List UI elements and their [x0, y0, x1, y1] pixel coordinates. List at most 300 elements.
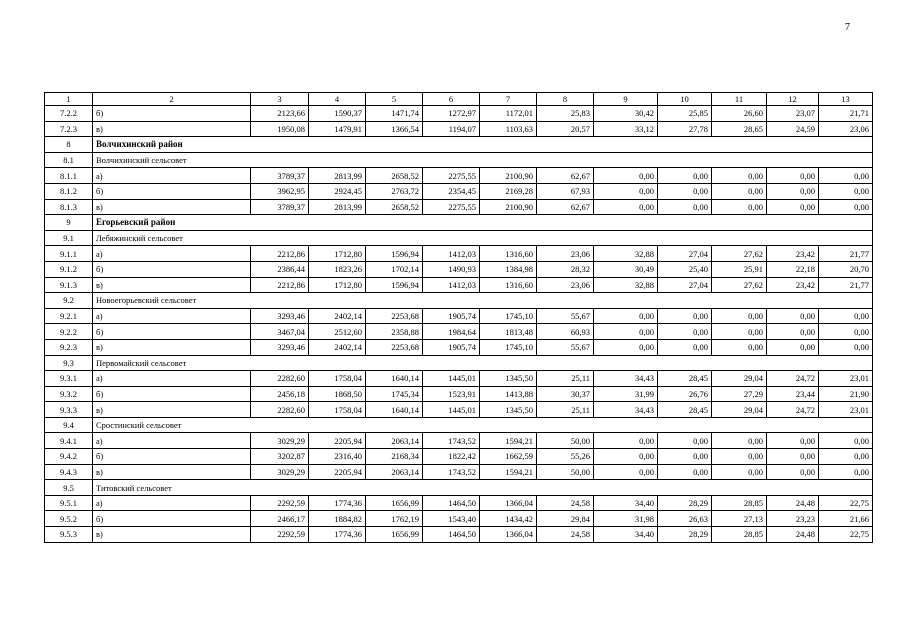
value-cell: 3789,37	[251, 168, 309, 184]
section-title: Лебяжинский сельсовет	[93, 230, 873, 246]
value-cell: 0,00	[594, 199, 658, 215]
value-cell: 3467,04	[251, 324, 309, 340]
value-cell: 0,00	[819, 464, 873, 480]
header-cell: 7	[480, 93, 537, 106]
value-cell: 2292,59	[251, 527, 309, 543]
value-cell: 0,00	[712, 464, 767, 480]
value-cell: 2100,90	[480, 168, 537, 184]
value-cell: 2063,14	[366, 464, 423, 480]
row-label: б)	[93, 183, 251, 199]
value-cell: 24,48	[767, 527, 819, 543]
value-cell: 2402,14	[309, 339, 366, 355]
value-cell: 2813,99	[309, 168, 366, 184]
value-cell: 2205,94	[309, 464, 366, 480]
row-code: 9.4.3	[45, 464, 93, 480]
value-cell: 2354,45	[423, 183, 480, 199]
value-cell: 34,43	[594, 402, 658, 418]
value-cell: 2205,94	[309, 433, 366, 449]
value-cell: 1745,34	[366, 386, 423, 402]
value-cell: 27,62	[712, 277, 767, 293]
header-cell: 6	[423, 93, 480, 106]
value-cell: 25,40	[658, 261, 712, 277]
section-title: Волчихинский сельсовет	[93, 152, 873, 168]
row-code: 9.3.2	[45, 386, 93, 402]
value-cell: 0,00	[658, 449, 712, 465]
table-row	[45, 121, 873, 137]
table-row	[45, 183, 873, 199]
value-cell: 30,42	[594, 106, 658, 122]
value-cell: 27,29	[712, 386, 767, 402]
value-cell: 0,00	[658, 339, 712, 355]
value-cell: 20,70	[819, 261, 873, 277]
value-cell: 34,43	[594, 371, 658, 387]
value-cell: 2063,14	[366, 433, 423, 449]
row-label: в)	[93, 277, 251, 293]
table-row	[45, 433, 873, 449]
value-cell: 21,71	[819, 106, 873, 122]
row-code: 8	[45, 137, 93, 153]
table-row	[45, 386, 873, 402]
value-cell: 2282,60	[251, 402, 309, 418]
row-code: 9.2	[45, 293, 93, 309]
value-cell: 1758,04	[309, 371, 366, 387]
value-cell: 23,07	[767, 106, 819, 122]
value-cell: 67,93	[537, 183, 594, 199]
value-cell: 1523,91	[423, 386, 480, 402]
value-cell: 1774,36	[309, 527, 366, 543]
value-cell: 0,00	[712, 339, 767, 355]
row-label: б)	[93, 261, 251, 277]
header-cell: 10	[658, 93, 712, 106]
row-code: 9.2.1	[45, 308, 93, 324]
row-label: а)	[93, 433, 251, 449]
value-cell: 23,42	[767, 246, 819, 262]
value-cell: 25,11	[537, 402, 594, 418]
table-row	[45, 402, 873, 418]
value-cell: 0,00	[819, 308, 873, 324]
value-cell: 27,78	[658, 121, 712, 137]
row-label: б)	[93, 449, 251, 465]
value-cell: 0,00	[767, 449, 819, 465]
value-cell: 1884,82	[309, 511, 366, 527]
value-cell: 1345,50	[480, 371, 537, 387]
value-cell: 0,00	[819, 168, 873, 184]
value-cell: 0,00	[658, 433, 712, 449]
value-cell: 24,58	[537, 527, 594, 543]
value-cell: 1464,50	[423, 527, 480, 543]
row-code: 7.2.2	[45, 106, 93, 122]
value-cell: 1366,04	[480, 495, 537, 511]
value-cell: 0,00	[767, 339, 819, 355]
row-code: 7.2.3	[45, 121, 93, 137]
value-cell: 0,00	[594, 464, 658, 480]
value-cell: 23,06	[537, 277, 594, 293]
value-cell: 0,00	[594, 168, 658, 184]
value-cell: 1640,14	[366, 402, 423, 418]
value-cell: 0,00	[712, 199, 767, 215]
value-cell: 0,00	[594, 449, 658, 465]
value-cell: 24,59	[767, 121, 819, 137]
value-cell: 0,00	[767, 308, 819, 324]
section-title: Первомайский сельсовет	[93, 355, 873, 371]
value-cell: 1743,52	[423, 464, 480, 480]
section-row	[45, 215, 873, 231]
value-cell: 0,00	[712, 168, 767, 184]
value-cell: 1712,80	[309, 277, 366, 293]
value-cell: 30,37	[537, 386, 594, 402]
value-cell: 2212,86	[251, 277, 309, 293]
value-cell: 28,45	[658, 371, 712, 387]
value-cell: 2813,99	[309, 199, 366, 215]
value-cell: 1445,01	[423, 402, 480, 418]
table-row	[45, 246, 873, 262]
value-cell: 2763,72	[366, 183, 423, 199]
value-cell: 1762,19	[366, 511, 423, 527]
value-cell: 34,40	[594, 527, 658, 543]
value-cell: 28,29	[658, 495, 712, 511]
value-cell: 20,57	[537, 121, 594, 137]
value-cell: 0,00	[712, 183, 767, 199]
value-cell: 2456,18	[251, 386, 309, 402]
value-cell: 31,99	[594, 386, 658, 402]
section-row	[45, 293, 873, 309]
value-cell: 2275,55	[423, 168, 480, 184]
value-cell: 1412,03	[423, 246, 480, 262]
section-row	[45, 417, 873, 433]
row-label: а)	[93, 495, 251, 511]
value-cell: 28,85	[712, 527, 767, 543]
value-cell: 2316,40	[309, 449, 366, 465]
value-cell: 2658,52	[366, 199, 423, 215]
header-cell: 11	[712, 93, 767, 106]
value-cell: 24,48	[767, 495, 819, 511]
row-code: 9	[45, 215, 93, 231]
header-row	[45, 93, 873, 106]
value-cell: 62,67	[537, 199, 594, 215]
value-cell: 1950,08	[251, 121, 309, 137]
section-row	[45, 230, 873, 246]
row-code: 9.1.1	[45, 246, 93, 262]
value-cell: 23,01	[819, 371, 873, 387]
value-cell: 1103,63	[480, 121, 537, 137]
value-cell: 50,00	[537, 464, 594, 480]
value-cell: 1823,26	[309, 261, 366, 277]
value-cell: 23,42	[767, 277, 819, 293]
row-label: б)	[93, 324, 251, 340]
section-title: Егорьевский район	[93, 215, 873, 231]
value-cell: 0,00	[594, 183, 658, 199]
value-cell: 1316,60	[480, 277, 537, 293]
row-label: б)	[93, 106, 251, 122]
row-label: в)	[93, 402, 251, 418]
value-cell: 1758,04	[309, 402, 366, 418]
value-cell: 25,83	[537, 106, 594, 122]
value-cell: 0,00	[658, 308, 712, 324]
header-cell: 2	[93, 93, 251, 106]
row-code: 9.5.3	[45, 527, 93, 543]
section-row	[45, 137, 873, 153]
value-cell: 1822,42	[423, 449, 480, 465]
value-cell: 1594,21	[480, 464, 537, 480]
value-cell: 60,93	[537, 324, 594, 340]
section-title: Новоегорьевский сельсовет	[93, 293, 873, 309]
value-cell: 1366,04	[480, 527, 537, 543]
row-code: 9.4	[45, 417, 93, 433]
value-cell: 28,29	[658, 527, 712, 543]
value-cell: 1384,98	[480, 261, 537, 277]
value-cell: 1471,74	[366, 106, 423, 122]
value-cell: 1656,99	[366, 527, 423, 543]
value-cell: 2402,14	[309, 308, 366, 324]
value-cell: 30,49	[594, 261, 658, 277]
value-cell: 22,75	[819, 527, 873, 543]
table-row	[45, 449, 873, 465]
value-cell: 24,58	[537, 495, 594, 511]
value-cell: 27,04	[658, 277, 712, 293]
value-cell: 27,13	[712, 511, 767, 527]
value-cell: 32,88	[594, 277, 658, 293]
row-code: 9.2.2	[45, 324, 93, 340]
row-code: 9.4.2	[45, 449, 93, 465]
value-cell: 1345,50	[480, 402, 537, 418]
header-cell: 9	[594, 93, 658, 106]
table-row	[45, 371, 873, 387]
value-cell: 1662,59	[480, 449, 537, 465]
value-cell: 1702,14	[366, 261, 423, 277]
table-row	[45, 308, 873, 324]
tariff-table	[44, 92, 873, 543]
value-cell: 23,23	[767, 511, 819, 527]
value-cell: 0,00	[819, 339, 873, 355]
page-number: 7	[845, 22, 850, 33]
section-row	[45, 152, 873, 168]
value-cell: 0,00	[658, 324, 712, 340]
row-label: а)	[93, 371, 251, 387]
header-cell: 5	[366, 93, 423, 106]
value-cell: 0,00	[658, 183, 712, 199]
value-cell: 2212,86	[251, 246, 309, 262]
row-code: 9.1.2	[45, 261, 93, 277]
row-code: 9.3.1	[45, 371, 93, 387]
header-cell: 1	[45, 93, 93, 106]
value-cell: 1490,93	[423, 261, 480, 277]
header-cell: 12	[767, 93, 819, 106]
value-cell: 25,11	[537, 371, 594, 387]
value-cell: 1774,36	[309, 495, 366, 511]
value-cell: 29,04	[712, 402, 767, 418]
value-cell: 23,06	[537, 246, 594, 262]
header-cell: 4	[309, 93, 366, 106]
row-code: 8.1.1	[45, 168, 93, 184]
row-label: б)	[93, 511, 251, 527]
value-cell: 1172,01	[480, 106, 537, 122]
value-cell: 2292,59	[251, 495, 309, 511]
value-cell: 2253,68	[366, 339, 423, 355]
header-cell: 8	[537, 93, 594, 106]
value-cell: 0,00	[594, 324, 658, 340]
value-cell: 2253,68	[366, 308, 423, 324]
section-title: Титовский сельсовет	[93, 480, 873, 496]
table-body	[45, 93, 873, 543]
value-cell: 28,65	[712, 121, 767, 137]
value-cell: 1712,80	[309, 246, 366, 262]
value-cell: 2275,55	[423, 199, 480, 215]
section-row	[45, 480, 873, 496]
value-cell: 1640,14	[366, 371, 423, 387]
value-cell: 29,84	[537, 511, 594, 527]
table-row	[45, 106, 873, 122]
value-cell: 1596,94	[366, 246, 423, 262]
value-cell: 28,85	[712, 495, 767, 511]
value-cell: 23,01	[819, 402, 873, 418]
value-cell: 27,62	[712, 246, 767, 262]
value-cell: 55,26	[537, 449, 594, 465]
value-cell: 3962,95	[251, 183, 309, 199]
value-cell: 21,90	[819, 386, 873, 402]
value-cell: 1813,48	[480, 324, 537, 340]
row-label: в)	[93, 464, 251, 480]
section-title: Сростинский сельсовет	[93, 417, 873, 433]
value-cell: 3293,46	[251, 308, 309, 324]
value-cell: 31,98	[594, 511, 658, 527]
row-label: в)	[93, 527, 251, 543]
row-code: 9.1	[45, 230, 93, 246]
row-code: 9.2.3	[45, 339, 93, 355]
value-cell: 2168,34	[366, 449, 423, 465]
row-label: а)	[93, 308, 251, 324]
value-cell: 1745,10	[480, 308, 537, 324]
table-row	[45, 199, 873, 215]
value-cell: 1434,42	[480, 511, 537, 527]
value-cell: 0,00	[819, 433, 873, 449]
value-cell: 1413,88	[480, 386, 537, 402]
value-cell: 2169,28	[480, 183, 537, 199]
value-cell: 0,00	[658, 168, 712, 184]
row-code: 8.1	[45, 152, 93, 168]
value-cell: 23,44	[767, 386, 819, 402]
value-cell: 25,85	[658, 106, 712, 122]
value-cell: 26,76	[658, 386, 712, 402]
value-cell: 55,67	[537, 308, 594, 324]
value-cell: 21,66	[819, 511, 873, 527]
table-row	[45, 324, 873, 340]
value-cell: 62,67	[537, 168, 594, 184]
value-cell: 0,00	[712, 433, 767, 449]
value-cell: 26,63	[658, 511, 712, 527]
row-label: а)	[93, 168, 251, 184]
value-cell: 0,00	[819, 324, 873, 340]
value-cell: 28,45	[658, 402, 712, 418]
value-cell: 32,88	[594, 246, 658, 262]
value-cell: 0,00	[767, 464, 819, 480]
value-cell: 3029,29	[251, 433, 309, 449]
value-cell: 55,67	[537, 339, 594, 355]
value-cell: 0,00	[767, 433, 819, 449]
value-cell: 2100,90	[480, 199, 537, 215]
value-cell: 2658,52	[366, 168, 423, 184]
value-cell: 2386,44	[251, 261, 309, 277]
value-cell: 22,18	[767, 261, 819, 277]
value-cell: 23,06	[819, 121, 873, 137]
value-cell: 0,00	[767, 199, 819, 215]
row-code: 8.1.3	[45, 199, 93, 215]
value-cell: 3293,46	[251, 339, 309, 355]
value-cell: 0,00	[594, 433, 658, 449]
value-cell: 3789,37	[251, 199, 309, 215]
value-cell: 1984,64	[423, 324, 480, 340]
value-cell: 2282,60	[251, 371, 309, 387]
value-cell: 27,04	[658, 246, 712, 262]
value-cell: 1464,50	[423, 495, 480, 511]
value-cell: 1543,40	[423, 511, 480, 527]
value-cell: 34,40	[594, 495, 658, 511]
value-cell: 0,00	[819, 449, 873, 465]
value-cell: 1905,74	[423, 339, 480, 355]
section-row	[45, 355, 873, 371]
section-title: Волчихинский район	[93, 137, 873, 153]
value-cell: 1868,50	[309, 386, 366, 402]
table-row	[45, 277, 873, 293]
value-cell: 2466,17	[251, 511, 309, 527]
value-cell: 3202,87	[251, 449, 309, 465]
row-label: а)	[93, 246, 251, 262]
value-cell: 0,00	[712, 449, 767, 465]
value-cell: 1272,97	[423, 106, 480, 122]
value-cell: 1316,60	[480, 246, 537, 262]
value-cell: 1745,10	[480, 339, 537, 355]
value-cell: 29,04	[712, 371, 767, 387]
value-cell: 1905,74	[423, 308, 480, 324]
value-cell: 21,77	[819, 246, 873, 262]
table-row	[45, 495, 873, 511]
row-label: в)	[93, 121, 251, 137]
value-cell: 0,00	[712, 324, 767, 340]
value-cell: 28,32	[537, 261, 594, 277]
value-cell: 0,00	[819, 199, 873, 215]
value-cell: 2123,66	[251, 106, 309, 122]
value-cell: 25,91	[712, 261, 767, 277]
row-code: 9.3	[45, 355, 93, 371]
row-code: 9.4.1	[45, 433, 93, 449]
value-cell: 50,00	[537, 433, 594, 449]
value-cell: 0,00	[658, 199, 712, 215]
value-cell: 1445,01	[423, 371, 480, 387]
value-cell: 26,60	[712, 106, 767, 122]
row-label: б)	[93, 386, 251, 402]
row-code: 9.1.3	[45, 277, 93, 293]
value-cell: 0,00	[712, 308, 767, 324]
table-row	[45, 511, 873, 527]
value-cell: 1743,52	[423, 433, 480, 449]
row-code: 9.5.2	[45, 511, 93, 527]
row-label: в)	[93, 339, 251, 355]
header-cell: 13	[819, 93, 873, 106]
value-cell: 1594,21	[480, 433, 537, 449]
row-label: в)	[93, 199, 251, 215]
value-cell: 0,00	[767, 324, 819, 340]
row-code: 9.5.1	[45, 495, 93, 511]
row-code: 8.1.2	[45, 183, 93, 199]
value-cell: 2512,60	[309, 324, 366, 340]
value-cell: 1479,91	[309, 121, 366, 137]
table-row	[45, 464, 873, 480]
table-row	[45, 339, 873, 355]
value-cell: 33,12	[594, 121, 658, 137]
value-cell: 1194,07	[423, 121, 480, 137]
value-cell: 2924,45	[309, 183, 366, 199]
value-cell: 1656,99	[366, 495, 423, 511]
row-code: 9.5	[45, 480, 93, 496]
